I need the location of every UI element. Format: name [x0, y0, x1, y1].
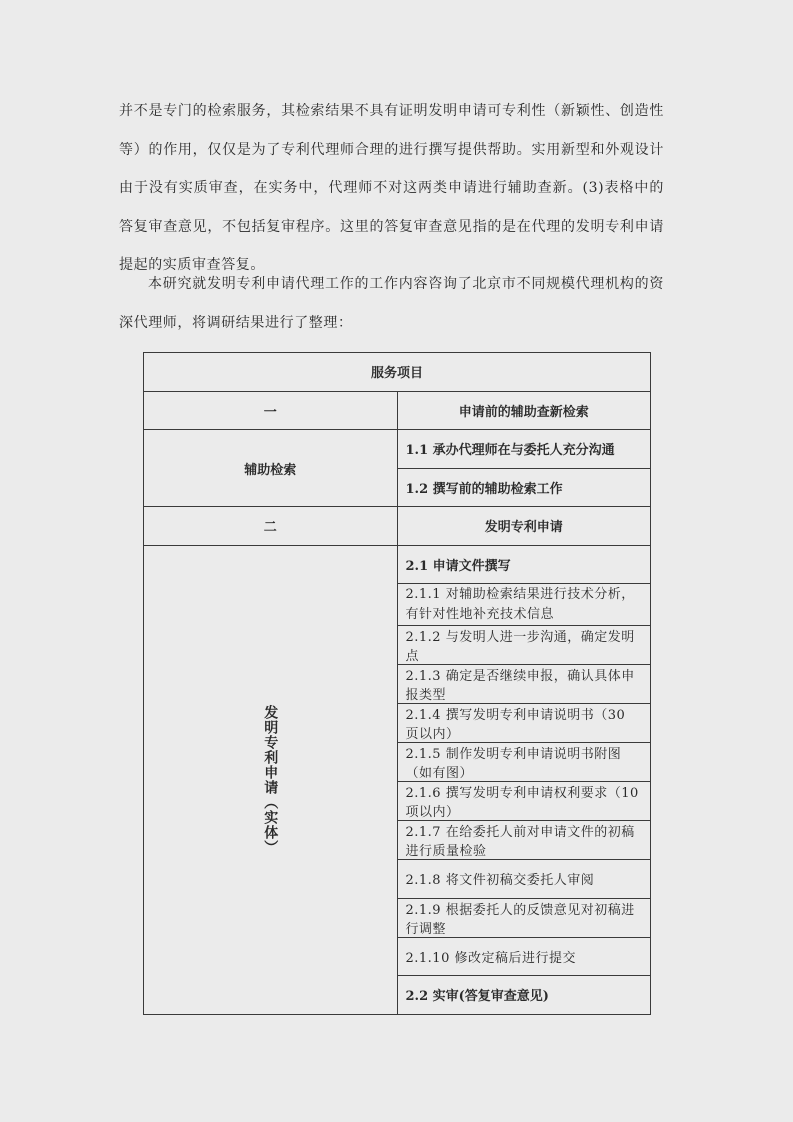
section-row-1	[144, 391, 651, 430]
table-cell: 2.1 申请文件撰写	[397, 545, 651, 584]
table-cell: 2.1.8 将文件初稿交委托人审阅	[397, 860, 651, 899]
table-cell: 2.1.7 在给委托人前对申请文件的初稿进行质量检验	[397, 821, 651, 860]
group-label: 辅助检索	[144, 430, 398, 507]
service-items-table	[143, 352, 651, 1015]
table-cell: 2.1.5 制作发明专利申请说明书附图（如有图）	[397, 743, 651, 782]
table-cell: 2.1.6 撰写发明专利申请权利要求（10 项以内）	[397, 782, 651, 821]
group-label-cell	[144, 545, 398, 1014]
table-cell: 2.1.2 与发明人进一步沟通，确定发明点	[397, 626, 651, 665]
table-row	[144, 430, 651, 469]
paragraph-notes: 并不是专门的检索服务，其检索结果不具有证明发明申请可专利性（新颖性、创造性等）的作用，仅仅是为了专利代理师合理的进行撰写提供帮助。实用新型和外观设计由于没有实质审查，在实务中，代理师不对这两类申请进行辅助查新。(3)表格中的答复审查意见，不包括复审程序。这里的答复审查意见指的是在代理的发明专利申请提起的实质审查答复。	[119, 103, 664, 273]
section-number: 一	[144, 391, 398, 430]
paragraph-intro: 本研究就发明专利申请代理工作的工作内容咨询了北京市不同规模代理机构的资深代理师，将调研结果进行了整理：	[119, 276, 664, 331]
table-header-row	[144, 353, 651, 392]
section-title: 申请前的辅助查新检索	[397, 391, 651, 430]
table-cell: 2.2 实审(答复审查意见)	[397, 976, 651, 1015]
table-header: 服务项目	[144, 353, 651, 392]
table-cell: 1.2 撰写前的辅助检索工作	[397, 468, 651, 507]
table-cell: 2.1.1 对辅助检索结果进行技术分析，有针对性地补充技术信息	[397, 584, 651, 626]
table-cell: 2.1.10 修改定稿后进行提交	[397, 937, 651, 976]
group-label: 发明专利申请（实体）	[262, 704, 279, 855]
section-title: 发明专利申请	[397, 507, 651, 546]
table-row	[144, 545, 651, 584]
section-row-2	[144, 507, 651, 546]
table-cell: 2.1.9 根据委托人的反馈意见对初稿进行调整	[397, 898, 651, 937]
section-number: 二	[144, 507, 398, 546]
table-cell: 1.1 承办代理师在与委托人充分沟通	[397, 430, 651, 469]
table-cell: 2.1.3 确定是否继续申报，确认具体申报类型	[397, 665, 651, 704]
table-cell: 2.1.4 撰写发明专利申请说明书（30 页以内）	[397, 704, 651, 743]
